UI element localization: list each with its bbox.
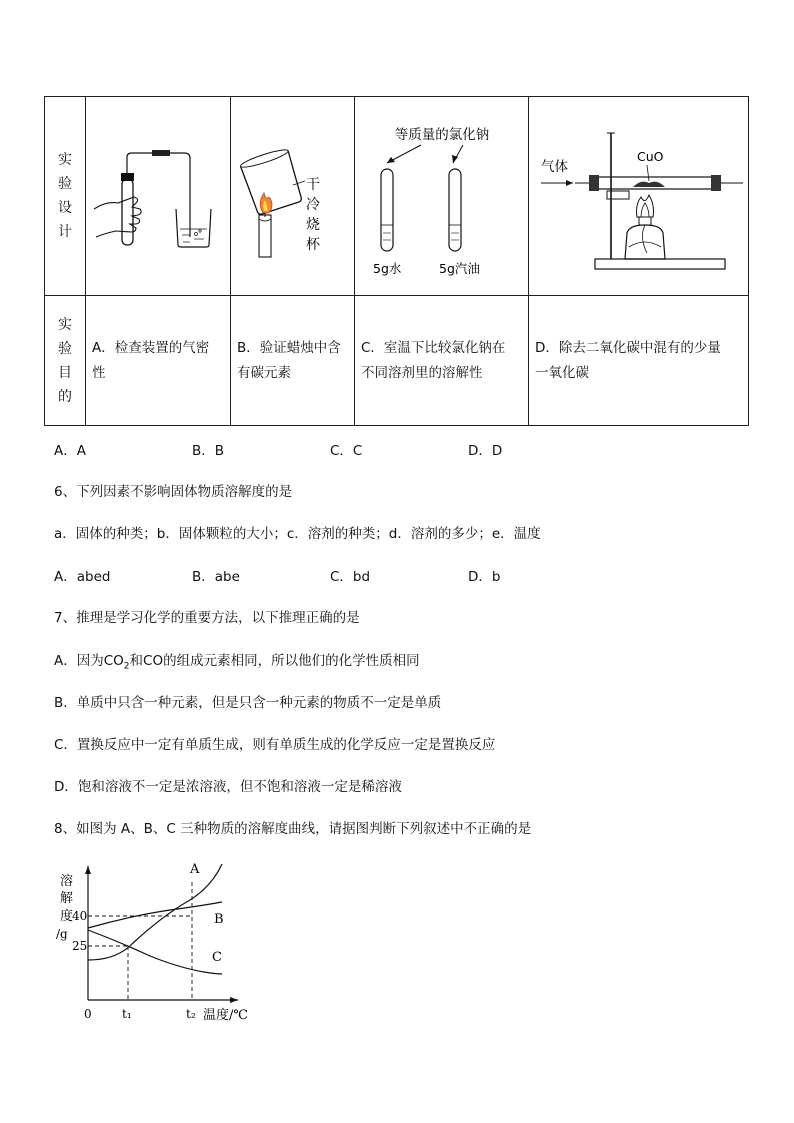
design-row-header: 实 验 设 计 xyxy=(45,97,86,296)
q7-option-c: C．置换反应中一定有单质生成，则有单质生成的化学反应一定是置换反应 xyxy=(54,737,496,753)
purpose-b: B．验证蜡烛中含 有碳元素 xyxy=(231,296,355,426)
cuo-reduction-apparatus-figure xyxy=(529,97,749,291)
x-label: 温度/℃ xyxy=(203,1008,248,1023)
y-label-1: 溶 xyxy=(60,874,74,889)
design-row xyxy=(45,97,749,296)
experiment-table xyxy=(44,96,749,426)
x-tick-t1: t₁ xyxy=(122,1007,132,1021)
purpose-row-header: 实 验 目 的 xyxy=(45,296,86,426)
y-label-2: 解 xyxy=(60,891,74,906)
design-b-cell xyxy=(231,97,355,296)
x-tick-t2: t₂ xyxy=(186,1007,196,1021)
design-a-cell xyxy=(86,97,231,296)
purpose-row xyxy=(45,296,749,426)
q5-option-a: A．A xyxy=(54,443,86,459)
water-label: 5g水 xyxy=(373,261,402,276)
salt-label: 等质量的氯化钠 xyxy=(394,127,490,143)
beaker-label-2: 冷 xyxy=(306,197,320,213)
q7-option-b: B．单质中只含一种元素，但是只含一种元素的物质不一定是单质 xyxy=(54,695,442,711)
gasoline-label: 5g汽油 xyxy=(439,261,480,276)
airtightness-apparatus-figure xyxy=(86,97,231,291)
q5-option-d: D．D xyxy=(468,443,503,459)
purpose-c: C．室温下比较氯化钠在 不同溶剂里的溶解性 xyxy=(355,296,529,426)
q5-option-c: C．C xyxy=(330,443,363,459)
q5-option-b: B．B xyxy=(192,443,225,459)
q8-stem: 8、如图为 A、B、C 三种物质的溶解度曲线，请据图判断下列叙述中不正确的是 xyxy=(54,821,532,837)
q6-items: a．固体的种类；b．固体颗粒的大小；c．溶剂的种类；d．溶剂的多少；e．温度 xyxy=(54,526,541,542)
q7-stem: 7、推理是学习化学的重要方法，以下推理正确的是 xyxy=(54,610,360,626)
series-label-a: A xyxy=(190,862,200,877)
purpose-a: A．检查装置的气密 性 xyxy=(86,296,231,426)
series-label-c: C xyxy=(212,950,222,965)
purpose-d: D．除去二氧化碳中混有的少量 一氧化碳 xyxy=(529,296,749,426)
q6-stem: 6、下列因素不影响固体物质溶解度的是 xyxy=(54,484,293,500)
origin-label: 0 xyxy=(84,1007,92,1021)
q6-option-a: A．abed xyxy=(54,569,111,585)
q7-option-a: A．因为$CO_2$和CO的组成元素相同，所以他们的化学性质相同 xyxy=(54,653,420,672)
design-d-cell xyxy=(529,97,749,296)
q6-option-d: D．b xyxy=(468,569,501,585)
q6-option-b: B．abe xyxy=(192,569,240,585)
gas-label: 气体 xyxy=(541,159,568,175)
solubility-curve-chart xyxy=(50,858,270,1028)
cuo-label: CuO xyxy=(637,149,664,164)
series-label-b: B xyxy=(214,912,224,927)
design-c-cell xyxy=(355,97,529,296)
beaker-label-1: 干 xyxy=(306,177,320,193)
y-tick-40: 40 xyxy=(72,909,88,923)
y-tick-25: 25 xyxy=(72,939,88,953)
curve-c xyxy=(88,930,222,974)
candle-beaker-figure xyxy=(231,97,355,291)
q6-option-c: C．bd xyxy=(330,569,371,585)
y-label-4: /g xyxy=(56,927,68,941)
beaker-label-3: 烧 xyxy=(306,217,320,233)
q7-option-d: D．饱和溶液不一定是浓溶液，但不饱和溶液一定是稀溶液 xyxy=(54,779,402,795)
y-label-3: 度 xyxy=(60,909,74,924)
solubility-test-tubes-figure xyxy=(355,97,529,291)
beaker-label-4: 杯 xyxy=(306,237,320,253)
